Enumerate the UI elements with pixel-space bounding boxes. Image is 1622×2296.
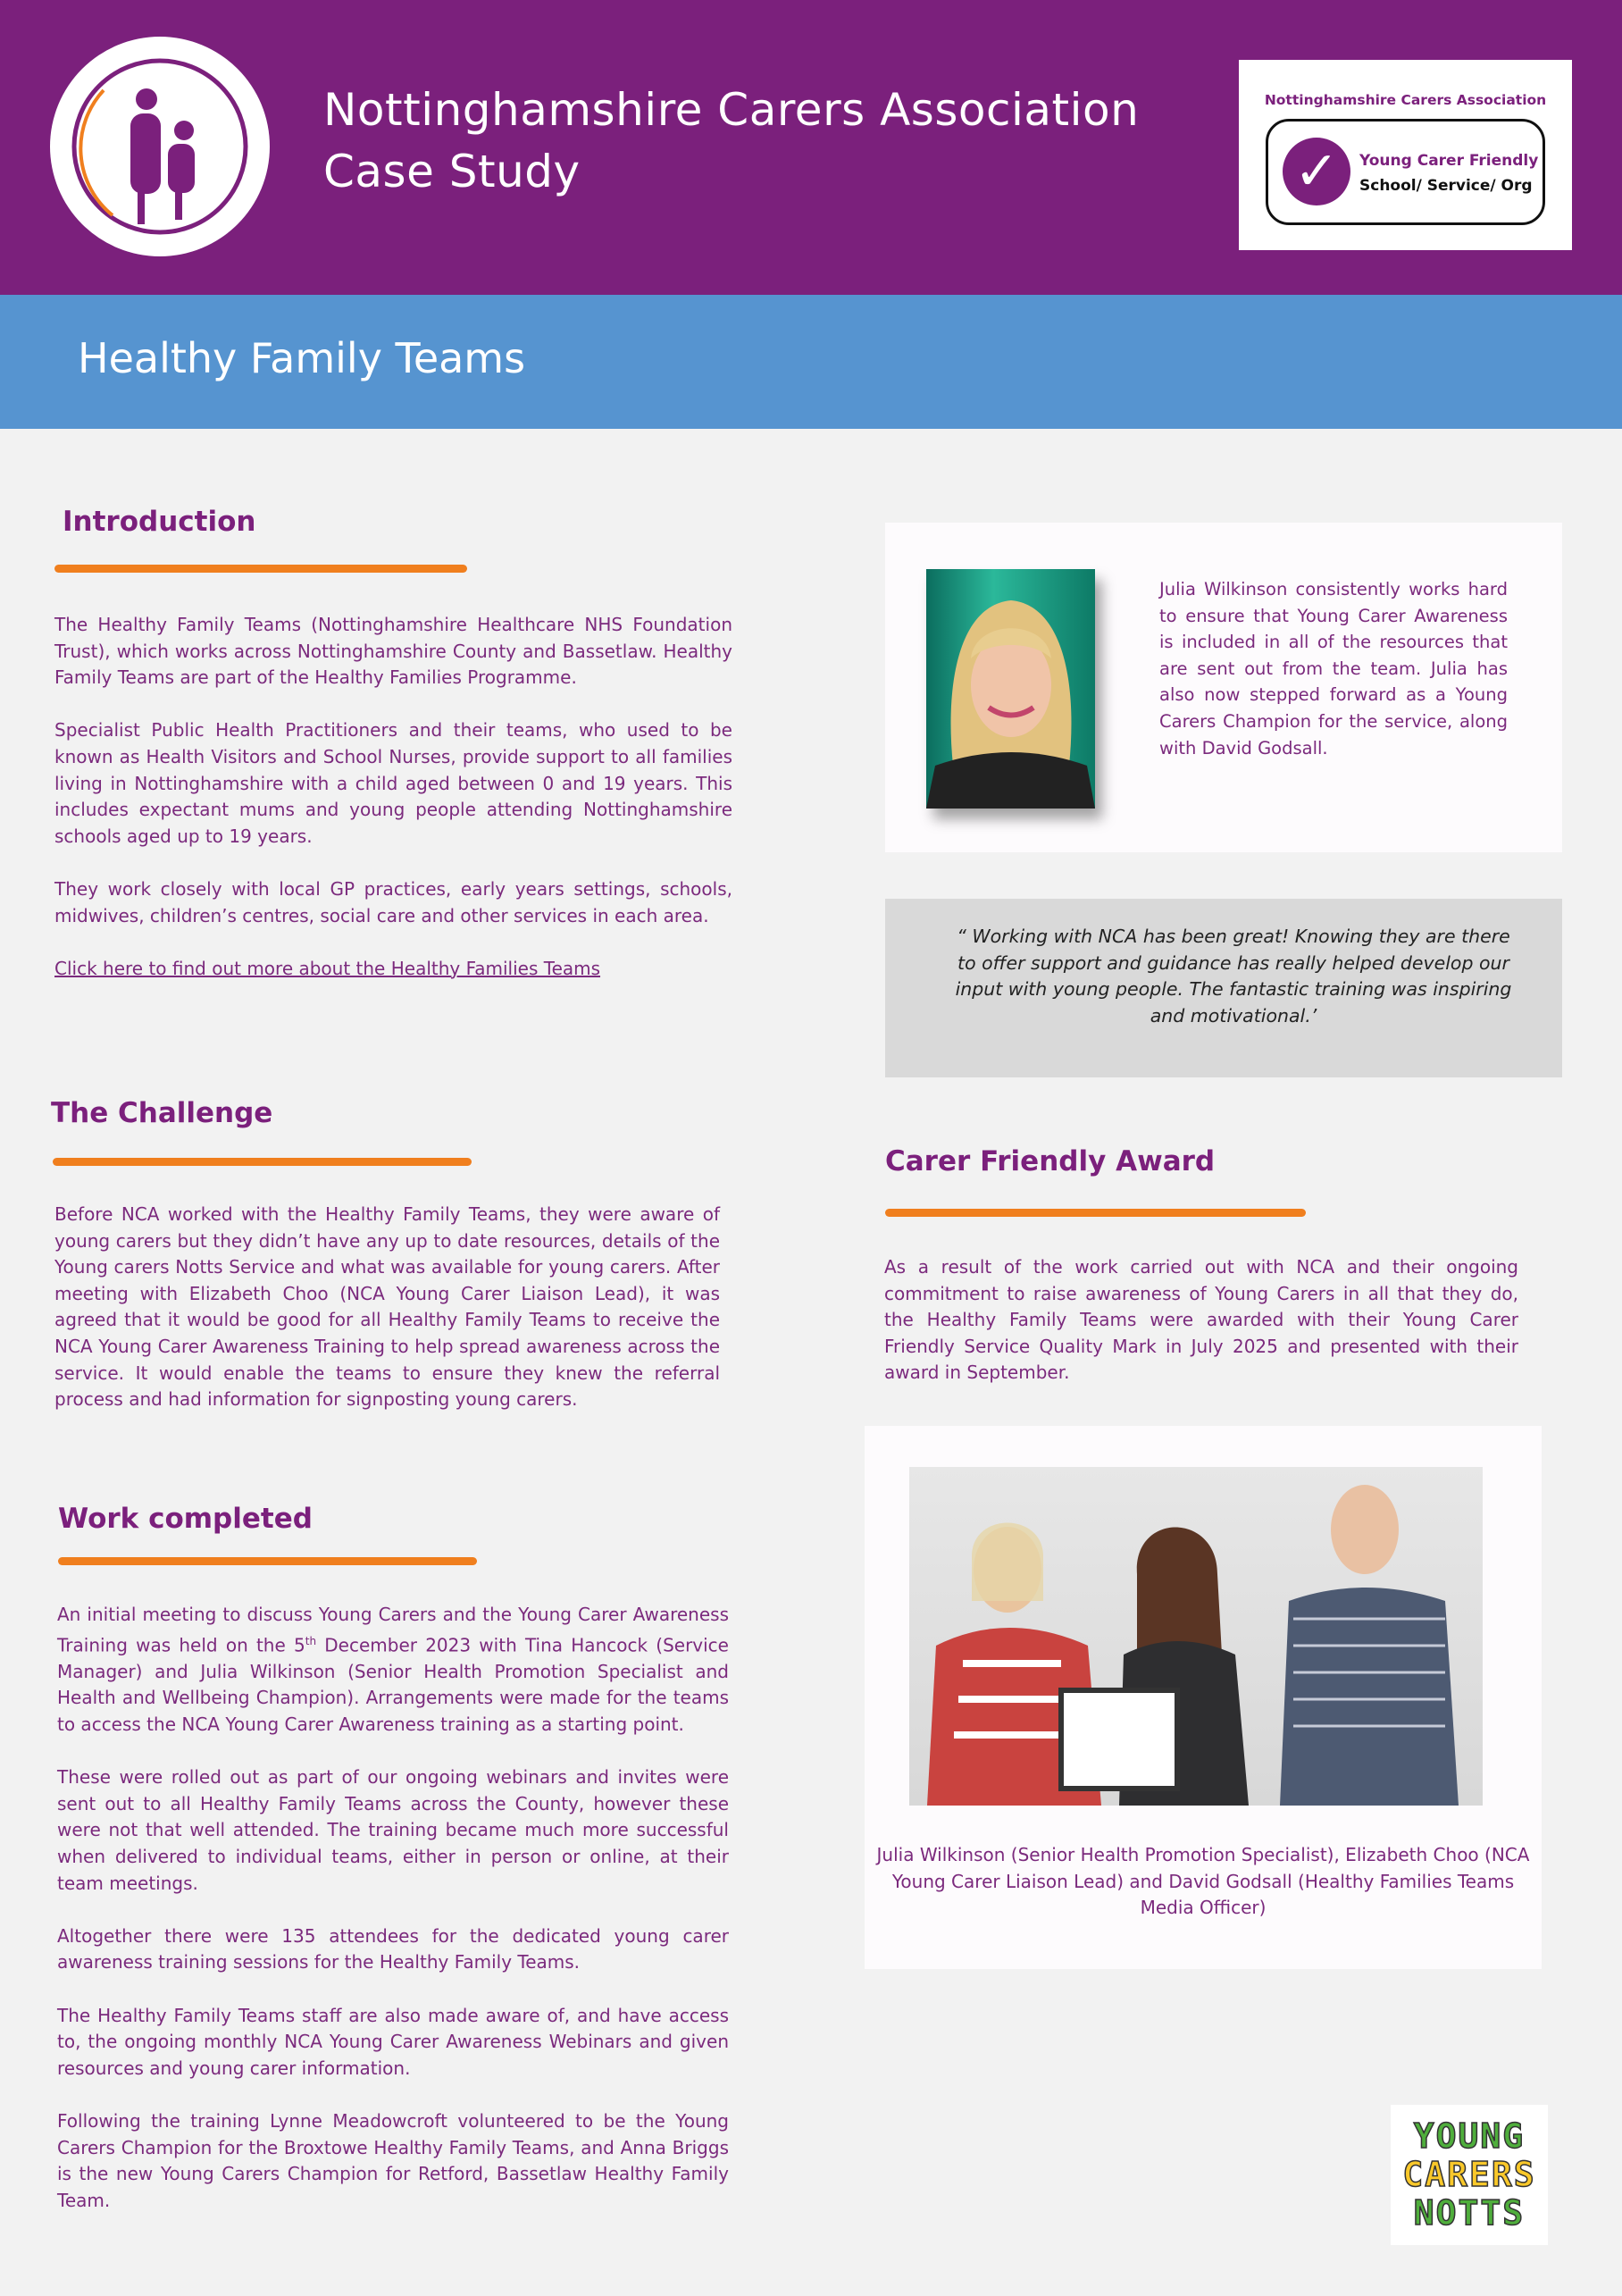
nca-logo-icon — [50, 37, 270, 256]
logo-line: YOUNG — [1413, 2116, 1526, 2156]
header-banner — [0, 0, 1622, 295]
logo-line: CARERS — [1402, 2155, 1536, 2194]
testimonial-quote — [885, 899, 1562, 1077]
challenge-body — [54, 1202, 720, 1413]
young-carer-friendly-badge — [1239, 60, 1572, 250]
intro-paragraph: The Healthy Family Teams (Nottinghamshire Healthcare NHS Foundation Trust), which works across Nottinghamshire County and Bassetlaw. Healthy Family Teams are part of the Healthy Families Programme. — [54, 614, 732, 689]
quote-text: “ Working with NCA has been great! Knowing they are there to offer support and guidance has really helped develop our input with young people. The fantastic training was inspiring and motivational.’ — [955, 926, 1512, 1026]
heading-underline — [53, 1158, 472, 1166]
group-photo-image — [909, 1467, 1483, 1806]
award-paragraph: As a result of the work carried out with NCA and their ongoing commitment to raise awareness of Young Carers in all that they do, the Healthy Family Teams were awarded with their Young Carer Friendly Service Quality Mark in July 2025 and presented with their award in September. — [884, 1256, 1518, 1384]
badge-org: Nottinghamshire Carers Association — [1264, 92, 1547, 108]
checkmark-icon: ✓ — [1283, 138, 1350, 205]
carer-friendly-award-heading: Carer Friendly Award — [885, 1145, 1216, 1177]
work-paragraph: Following the training Lynne Meadowcroft volunteered to be the Young Carers Champion for the Broxtowe Healthy Family Teams, and Anna Briggs is the new Young Carers Champion for Retford, Bassetlaw Healthy Family Team. — [57, 2109, 729, 2211]
introduction-heading: Introduction — [63, 506, 256, 538]
profile-text: Julia Wilkinson consistently works hard to ensure that Young Carer Awareness is included in all of the resources that are sent out from the team. Julia has also now stepped forward as a Young Carers Champion for the service, along with David Godsall. — [1159, 579, 1508, 758]
work-paragraph: An initial meeting to discuss Young Carers and the Young Carer Awareness Training was held on the 5th December 2023 with Tina Hancock (Service Manager) and Julia Wilkinson (Senior Health Promotion Specialist and Health and Wellbeing Champion). Arrangements were made for the teams to access the NCA Young Carer Awareness training as a starting point. — [57, 1604, 729, 1736]
award-body — [884, 1254, 1518, 1387]
nca-logo — [50, 37, 270, 256]
challenge-heading: The Challenge — [51, 1097, 273, 1129]
challenge-paragraph: Before NCA worked with the Healthy Family Teams, they were aware of young carers but they didn’t have any up to date resources, details of the Young carers Notts Service and what was available for young carers. After meeting with Elizabeth Choo (NCA Young Carer Liaison Lead), it was agreed that it would be good for all Healthy Family Teams to receive the NCA Young Carer Awareness Training to help spread awareness across the service. It would enable the teams to ensure they knew the referral process and had information for signposting young carers. — [54, 1203, 720, 1411]
award-photo-card — [865, 1426, 1542, 1969]
work-paragraph: The Healthy Family Teams staff are also made aware of, and have access to, the ongoing monthly NCA Young Carer Awareness Webinars and given resources and young carer information. — [57, 2004, 729, 2079]
julia-wilkinson-photo — [926, 569, 1095, 809]
young-carers-notts-logo — [1391, 2105, 1548, 2245]
heading-underline — [54, 565, 467, 573]
work-paragraph: These were rolled out as part of our ongoing webinars and invites were sent out to all Healthy Family Teams across the County, however these were not that well attended. The training became much more successful when delivered to individual teams, either in person or online, at their team meetings. — [57, 1766, 729, 1894]
heading-underline — [58, 1557, 477, 1565]
portrait-image — [926, 569, 1095, 809]
work-paragraph: Altogether there were 135 attendees for the dedicated young carer awareness training sessions for the Healthy Family Teams. — [57, 1924, 729, 1973]
work-completed-body — [57, 1602, 729, 2214]
profile-card — [885, 523, 1562, 852]
healthy-families-link[interactable]: Click here to find out more about the Healthy Families Teams — [54, 957, 601, 979]
document-title: Nottinghamshire Carers Association — [323, 84, 1140, 136]
badge-pill — [1266, 119, 1545, 225]
photo-caption: Julia Wilkinson (Senior Health Promotion Specialist), Elizabeth Choo (NCA Young Carer Liaison Lead) and David Godsall (Healthy Families Teams Media Officer) — [876, 1844, 1530, 1919]
page-title: Healthy Family Teams — [78, 334, 526, 382]
intro-paragraph: Specialist Public Health Practitioners and their teams, who used to be known as Health Visitors and School Nurses, provide support to all families living in Nottinghamshire with a child aged between 0 and 19 years. This includes expectant mums and young people attending Nottinghamshire schools aged up to 19 years. — [54, 719, 732, 847]
badge-line2: School/ Service/ Org — [1359, 177, 1533, 195]
badge-line1: Young Carer Friendly — [1359, 152, 1539, 170]
document-subtitle: Case Study — [323, 146, 581, 197]
heading-underline — [885, 1209, 1306, 1217]
award-presentation-photo — [909, 1467, 1483, 1806]
intro-paragraph: They work closely with local GP practices, early years settings, schools, midwives, children’s centres, social care and other services in each area. — [54, 877, 732, 926]
work-completed-heading: Work completed — [58, 1503, 313, 1535]
logo-line: NOTTS — [1413, 2193, 1526, 2233]
introduction-body — [54, 612, 732, 982]
